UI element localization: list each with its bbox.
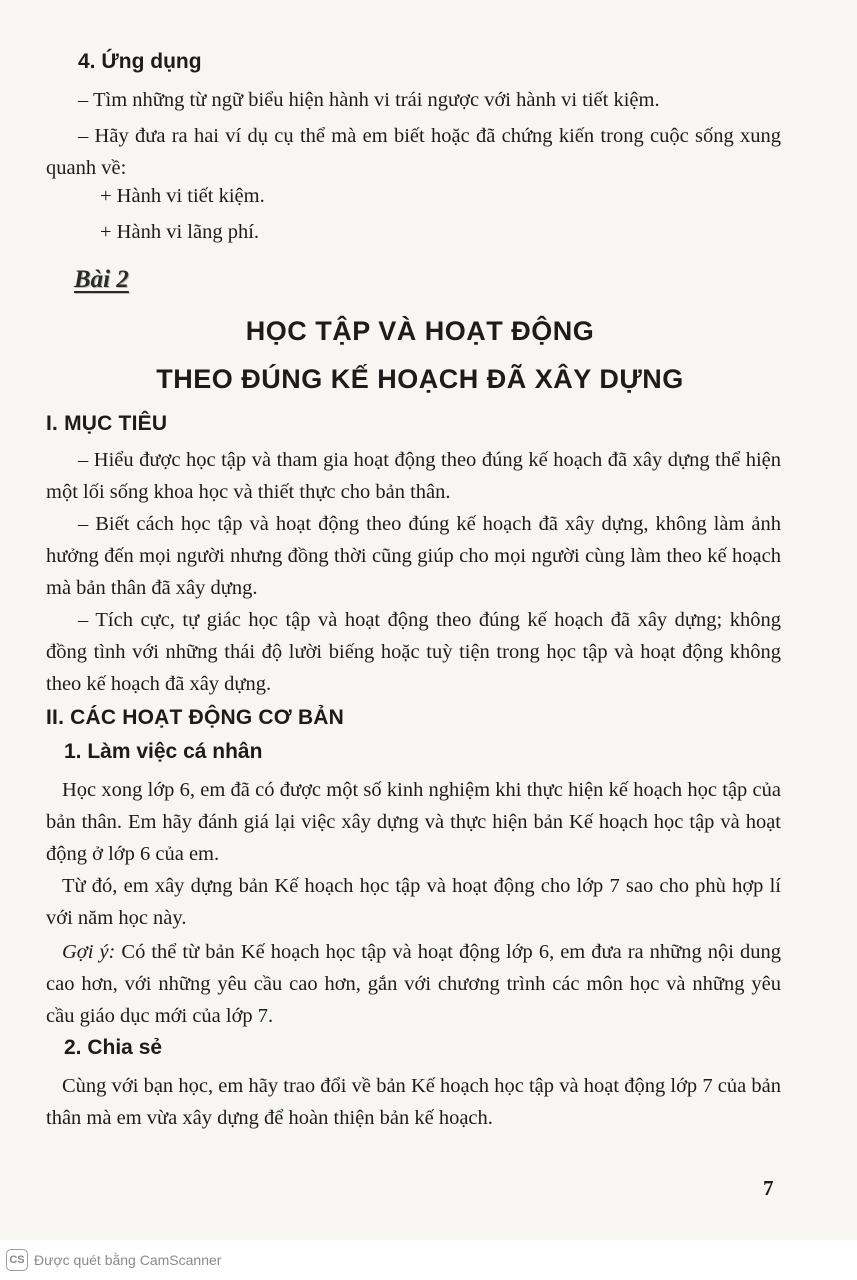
hint-paragraph xyxy=(46,936,781,1032)
list-item: + Hành vi lãng phí. xyxy=(100,221,260,243)
section-heading-muc-tieu: I. MỤC TIÊU xyxy=(46,412,168,435)
subsection-heading-lam-viec-ca-nhan: 1. Làm việc cá nhân xyxy=(64,740,263,763)
camscanner-logo-icon: CS xyxy=(6,1249,28,1271)
paragraph: – Hãy đưa ra hai ví dụ cụ thể mà em biết hoặc đã chứng kiến trong cuộc sống xung quanh về: xyxy=(46,125,781,179)
scanner-watermark xyxy=(0,1240,857,1280)
paragraph: – Biết cách học tập và hoạt động theo đúng kế hoạch đã xây dựng, không làm ảnh hưởng đến mọi người nhưng đồng thời cũng giúp cho mọi người cùng làm theo kế hoạch mà bản thân đã xây dựng. xyxy=(46,513,781,599)
lesson-title-line-1: HỌC TẬP VÀ HOẠT ĐỘNG xyxy=(245,316,595,346)
paragraph: Cùng với bạn học, em hãy trao đổi về bản Kế hoạch học tập và hoạt động lớp 7 của bản thân mà em vừa xây dựng để hoàn thiện bản kế hoạch. xyxy=(46,1075,781,1129)
section-heading-cac-hoat-dong: II. CÁC HOẠT ĐỘNG CƠ BẢN xyxy=(46,706,345,729)
watermark-text: Được quét bằng CamScanner xyxy=(34,1252,222,1268)
section-heading-ung-dung: 4. Ứng dụng xyxy=(78,50,202,73)
paragraph: – Hiểu được học tập và tham gia hoạt động theo đúng kế hoạch đã xây dựng thể hiện một lối sống khoa học và thiết thực cho bản thân. xyxy=(46,449,781,503)
lesson-title-line-2: THEO ĐÚNG KẾ HOẠCH ĐÃ XÂY DỰNG xyxy=(156,364,684,394)
paragraph: – Tìm những từ ngữ biểu hiện hành vi trái ngược với hành vi tiết kiệm. xyxy=(78,89,660,111)
lesson-label: Bài 2 xyxy=(74,266,129,293)
paragraph: – Tích cực, tự giác học tập và hoạt động theo đúng kế hoạch đã xây dựng; không đồng tình với những thái độ lười biếng hoặc tuỳ tiện trong học tập và hoạt động không theo kế hoạch đã xây dựng. xyxy=(46,609,781,695)
subsection-heading-chia-se: 2. Chia sẻ xyxy=(64,1036,163,1059)
list-item: + Hành vi tiết kiệm. xyxy=(100,185,265,207)
hint-label: Gợi ý: xyxy=(62,941,116,963)
paragraph: Học xong lớp 6, em đã có được một số kinh nghiệm khi thực hiện kế hoạch học tập của bản thân. Em hãy đánh giá lại việc xây dựng và thực hiện bản Kế hoạch học tập và hoạt động ở lớp 6 của em. xyxy=(46,779,781,865)
paragraph: Từ đó, em xây dựng bản Kế hoạch học tập và hoạt động cho lớp 7 sao cho phù hợp lí với năm học này. xyxy=(46,875,781,929)
page-number: 7 xyxy=(763,1176,774,1200)
hint-text: Có thể từ bản Kế hoạch học tập và hoạt động lớp 6, em đưa ra những nội dung cao hơn, với những yêu cầu cao hơn, gắn với chương trình các môn học và những yêu cầu giáo dục mới của lớp 7. xyxy=(46,941,781,1027)
